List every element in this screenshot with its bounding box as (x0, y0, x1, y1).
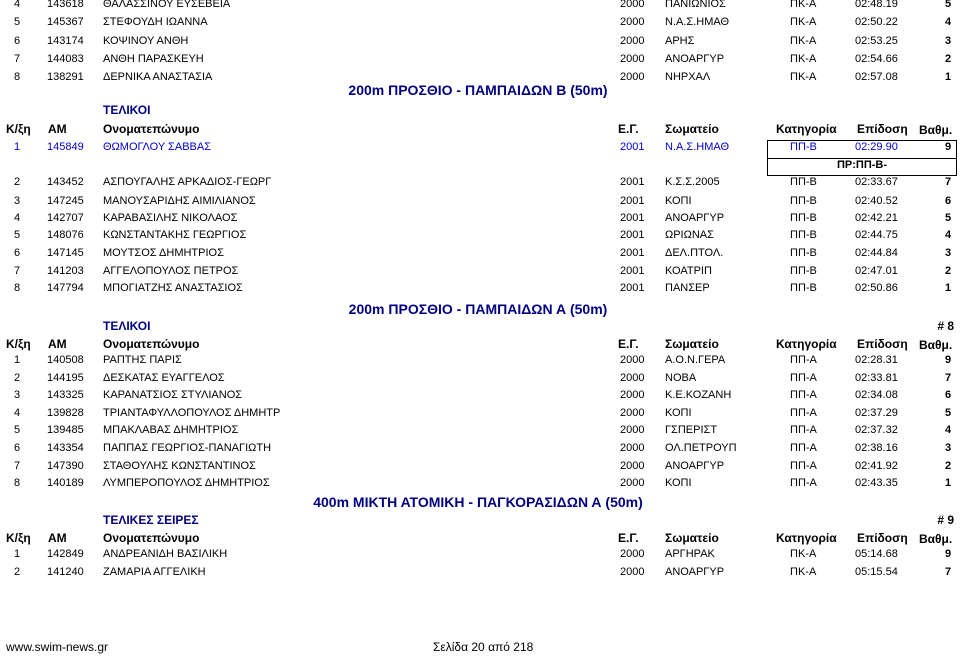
time: 02:43.35 (855, 477, 898, 490)
points: 9 (944, 354, 952, 366)
header-points: Βαθμ. (919, 532, 953, 546)
category: ΠΚ-Α (790, 566, 817, 578)
club: ΩΡΙΩΝΑΣ (665, 229, 714, 241)
athlete-id: 147794 (47, 282, 84, 294)
category: ΠΚ-Α (790, 71, 817, 84)
category: ΠΠ-Β (790, 176, 817, 188)
points: 9 (944, 141, 952, 153)
category: ΠΠ-Α (790, 477, 817, 490)
footer-page-number: Σελίδα 20 από 218 (433, 640, 534, 654)
time: 02:37.29 (855, 406, 898, 419)
athlete-name: ΣΤΑΘΟΥΛΗΣ ΚΩΝΣΤΑΝΤΙΝΟΣ (103, 459, 256, 472)
points: 7 (944, 371, 952, 384)
category: ΠΠ-Α (790, 371, 817, 384)
category: ΠΠ-Β (790, 141, 817, 153)
points: 4 (944, 16, 952, 29)
athlete-name: ΖΑΜΑΡΙΑ ΑΓΓΕΛΙΚΗ (103, 566, 206, 578)
header-time: Επίδοση (857, 531, 908, 545)
points: 5 (944, 406, 952, 419)
time: 02:50.22 (855, 16, 898, 29)
event-title-text: 200m ΠΡΟΣΘΙΟ - ΠΑΜΠΑΙΔΩΝ Α (50m) (348, 301, 608, 317)
result-row (0, 33, 960, 50)
header-name: Ονοματεπώνυμο (103, 531, 200, 545)
athlete-id: 139828 (47, 406, 84, 419)
athlete-name: ΜΑΝΟΥΣΑΡΙΔΗΣ ΑΙΜΙΛΙΑΝΟΣ (103, 195, 256, 207)
birth-year: 2000 (620, 0, 645, 10)
result-row (0, 193, 960, 210)
club: ΑΝΟΑΡΓΥΡ (665, 566, 725, 578)
athlete-id: 147245 (47, 195, 84, 207)
time: 02:54.66 (855, 52, 898, 65)
birth-year: 2000 (620, 52, 645, 65)
time: 02:47.01 (855, 265, 898, 277)
club: Ν.Α.Σ.ΗΜΑΘ (665, 16, 730, 29)
category: ΠΚ-Α (790, 16, 817, 29)
position: 1 (13, 141, 21, 153)
athlete-id: 145849 (47, 141, 84, 153)
athlete-id: 143618 (47, 0, 84, 10)
athlete-name: ΜΠΟΓΙΑΤΖΗΣ ΑΝΑΣΤΑΣΙΟΣ (103, 282, 243, 294)
points: 4 (944, 424, 952, 437)
result-row (0, 51, 960, 68)
club: ΠΑΝΙΩΝΙΟΣ (665, 0, 726, 10)
athlete-name: ΜΠΑΚΛΑΒΑΣ ΔΗΜΗΤΡΙΟΣ (103, 424, 239, 437)
athlete-id: 142707 (47, 212, 84, 224)
position: 4 (13, 212, 21, 224)
event-subtitle: ΤΕΛΙΚΕΣ ΣΕΙΡΕΣ (103, 513, 199, 527)
result-row (0, 280, 960, 297)
column-header-row (0, 121, 960, 138)
result-row (0, 387, 960, 404)
result-row (0, 263, 960, 280)
birth-year: 2000 (620, 389, 645, 402)
category: ΠΠ-Α (790, 354, 817, 366)
club: ΑΝΟΑΡΓΥΡ (665, 459, 725, 472)
athlete-name: ΘΩΜΟΓΛΟΥ ΣΑΒΒΑΣ (103, 141, 212, 153)
event-title-text: 400m ΜΙΚΤΗ ΑΤΟΜΙΚΗ - ΠΑΓΚΟΡΑΣΙΔΩΝ Α (50m) (313, 494, 643, 510)
points: 3 (944, 442, 952, 454)
result-row (0, 440, 960, 457)
athlete-id: 141203 (47, 265, 84, 277)
position: 6 (13, 247, 21, 259)
points: 4 (944, 229, 952, 241)
athlete-id: 143452 (47, 176, 84, 188)
category: ΠΠ-Β (790, 212, 817, 224)
position: 5 (13, 229, 21, 241)
position: 7 (13, 265, 21, 277)
birth-year: 2000 (620, 354, 645, 366)
points: 7 (944, 176, 952, 188)
time: 02:37.32 (855, 424, 898, 437)
points: 6 (944, 389, 952, 402)
club: ΚΟΠΙ (665, 477, 692, 490)
position: 3 (13, 389, 21, 402)
category: ΠΠ-Β (790, 265, 817, 277)
position: 7 (13, 52, 21, 65)
header-position: Κ/ξη (6, 337, 31, 351)
time: 02:38.16 (855, 442, 898, 454)
club: ΓΣΠΕΡΙΣΤ (665, 424, 718, 437)
category: ΠΠ-Α (790, 389, 817, 402)
athlete-name: ΛΥΜΠΕΡΟΠΟΥΛΟΣ ΔΗΜΗΤΡΙΟΣ (103, 477, 270, 490)
time: 02:28.31 (855, 354, 898, 366)
points: 6 (944, 195, 952, 207)
heat-number: # 9 (937, 513, 954, 527)
athlete-id: 144195 (47, 371, 84, 384)
header-club: Σωματείο (665, 531, 719, 545)
time: 05:14.68 (855, 548, 898, 560)
birth-year: 2000 (620, 459, 645, 472)
header-year: Ε.Γ. (618, 531, 639, 545)
athlete-name: ΣΤΕΦΟΥΔΗ ΙΩΑΝΝΑ (103, 16, 208, 29)
club: Α.Ο.Ν.ΓΕΡΑ (665, 354, 726, 366)
position: 1 (13, 354, 21, 366)
category: ΠΚ-Α (790, 52, 817, 65)
club: ΠΑΝΣΕΡ (665, 282, 710, 294)
event-subtitle: ΤΕΛΙΚΟΙ (103, 319, 151, 333)
result-row (0, 227, 960, 244)
result-row (0, 475, 960, 492)
result-row (0, 370, 960, 387)
column-header-row (0, 336, 960, 353)
header-category: Κατηγορία (776, 531, 837, 545)
athlete-name: ΡΑΠΤΗΣ ΠΑΡΙΣ (103, 354, 182, 366)
athlete-name: ΠΑΠΠΑΣ ΓΕΩΡΓΙΟΣ-ΠΑΝΑΓΙΩΤΗ (103, 442, 272, 454)
header-category: Κατηγορία (776, 122, 837, 136)
event-title-text: 200m ΠΡΟΣΘΙΟ - ΠΑΜΠΑΙΔΩΝ Β (50m) (348, 82, 608, 98)
time: 02:42.21 (855, 212, 898, 224)
athlete-id: 142849 (47, 548, 84, 560)
header-athlete-id: ΑΜ (48, 337, 67, 351)
birth-year: 2000 (620, 406, 645, 419)
position: 2 (13, 566, 21, 578)
position: 6 (13, 442, 21, 454)
position: 2 (13, 176, 21, 188)
category: ΠΠ-Β (790, 195, 817, 207)
birth-year: 2000 (620, 477, 645, 490)
position: 8 (13, 282, 21, 294)
position: 3 (13, 195, 21, 207)
athlete-name: ΑΣΠΟΥΓΑΛΗΣ ΑΡΚΑΔΙΟΣ-ΓΕΩΡΓ (103, 176, 272, 188)
time: 05:15.54 (855, 566, 898, 578)
athlete-id: 140189 (47, 477, 84, 490)
header-time: Επίδοση (857, 337, 908, 351)
position: 4 (13, 0, 21, 10)
time: 02:29.90 (855, 141, 898, 153)
category: ΠΠ-Α (790, 424, 817, 437)
birth-year: 2001 (620, 229, 645, 241)
header-category: Κατηγορία (776, 337, 837, 351)
header-position: Κ/ξη (6, 531, 31, 545)
birth-year: 2001 (620, 195, 645, 207)
time: 02:33.67 (855, 176, 898, 188)
category: ΠΠ-Β (790, 282, 817, 294)
points: 3 (944, 247, 952, 259)
header-club: Σωματείο (665, 122, 719, 136)
header-time: Επίδοση (857, 122, 908, 136)
category: ΠΠ-Β (790, 229, 817, 241)
athlete-name: ΚΑΡΑΒΑΣΙΛΗΣ ΝΙΚΟΛΑΟΣ (103, 212, 238, 224)
athlete-name: ΑΓΓΕΛΟΠΟΥΛΟΣ ΠΕΤΡΟΣ (103, 265, 239, 277)
club: Ν.Α.Σ.ΗΜΑΘ (665, 141, 730, 153)
birth-year: 2001 (620, 212, 645, 224)
category: ΠΠ-Β (790, 247, 817, 259)
club: ΑΡΓΗΡΑΚ (665, 548, 715, 560)
header-points: Βαθμ. (919, 123, 953, 137)
position: 8 (13, 477, 21, 490)
time: 02:44.75 (855, 229, 898, 241)
event-title (0, 300, 960, 318)
club: ΚΟΑΤΡΙΠ (665, 265, 712, 277)
result-row (0, 422, 960, 439)
athlete-id: 147145 (47, 247, 84, 259)
heat-number: # 8 (937, 319, 954, 333)
athlete-name: ΜΟΥΤΣΟΣ ΔΗΜΗΤΡΙΟΣ (103, 247, 224, 259)
birth-year: 2000 (620, 424, 645, 437)
record-label: ΠΡ:ΠΠ-Β- (836, 159, 888, 171)
result-row (0, 405, 960, 422)
result-row (0, 14, 960, 31)
birth-year: 2001 (620, 282, 645, 294)
athlete-id: 147390 (47, 459, 84, 472)
points: 5 (944, 0, 952, 10)
time: 02:57.08 (855, 71, 898, 84)
athlete-name: ΑΝΘΗ ΠΑΡΑΣΚΕΥΗ (103, 52, 204, 65)
category: ΠΚ-Α (790, 34, 817, 47)
category: ΠΠ-Α (790, 442, 817, 454)
athlete-name: ΑΝΔΡΕΑΝΙΔΗ ΒΑΣΙΛΙΚΗ (103, 548, 228, 560)
athlete-name: ΚΩΝΣΤΑΝΤΑΚΗΣ ΓΕΩΡΓΙΟΣ (103, 229, 247, 241)
birth-year: 2000 (620, 548, 645, 560)
category: ΠΚ-Α (790, 0, 817, 10)
time: 02:34.08 (855, 389, 898, 402)
time: 02:40.52 (855, 195, 898, 207)
points: 1 (944, 282, 952, 294)
position: 5 (13, 16, 21, 29)
time: 02:33.81 (855, 371, 898, 384)
athlete-id: 148076 (47, 229, 84, 241)
header-year: Ε.Γ. (618, 122, 639, 136)
athlete-name: ΔΕΣΚΑΤΑΣ ΕΥΑΓΓΕΛΟΣ (103, 371, 225, 384)
birth-year: 2001 (620, 141, 645, 153)
position: 2 (13, 371, 21, 384)
athlete-id: 141240 (47, 566, 84, 578)
result-row (0, 546, 960, 563)
club: ΝΗΡΧΑΛ (665, 71, 711, 84)
athlete-id: 140508 (47, 354, 84, 366)
result-row (0, 245, 960, 262)
position: 6 (13, 34, 21, 47)
position: 5 (13, 424, 21, 437)
category: ΠΠ-Α (790, 459, 817, 472)
birth-year: 2001 (620, 176, 645, 188)
points: 2 (944, 459, 952, 472)
birth-year: 2001 (620, 247, 645, 259)
club: ΔΕΛ.ΠΤΟΛ. (665, 247, 724, 259)
athlete-id: 143174 (47, 34, 84, 47)
athlete-name: ΔΕΡΝΙΚΑ ΑΝΑΣΤΑΣΙΑ (103, 71, 213, 84)
header-club: Σωματείο (665, 337, 719, 351)
category: ΠΠ-Α (790, 406, 817, 419)
header-position: Κ/ξη (6, 122, 31, 136)
birth-year: 2001 (620, 265, 645, 277)
points: 5 (944, 212, 952, 224)
footer-site[interactable]: www.swim-news.gr (6, 640, 109, 654)
header-athlete-id: ΑΜ (48, 531, 67, 545)
athlete-name: ΚΑΡΑΝΑΤΣΙΟΣ ΣΤΥΛΙΑΝΟΣ (103, 389, 243, 402)
time: 02:50.86 (855, 282, 898, 294)
birth-year: 2000 (620, 442, 645, 454)
points: 1 (944, 71, 952, 84)
club: ΝΟΒΑ (665, 371, 697, 384)
athlete-id: 145367 (47, 16, 84, 29)
header-name: Ονοματεπώνυμο (103, 337, 200, 351)
points: 1 (944, 477, 952, 490)
header-name: Ονοματεπώνυμο (103, 122, 200, 136)
club: ΑΡΗΣ (665, 34, 695, 47)
points: 7 (944, 566, 952, 578)
header-athlete-id: ΑΜ (48, 122, 67, 136)
club: ΚΟΠΙ (665, 195, 692, 207)
athlete-id: 138291 (47, 71, 84, 84)
position: 7 (13, 459, 21, 472)
category: ΠΚ-Α (790, 548, 817, 560)
result-row (0, 210, 960, 227)
position: 4 (13, 406, 21, 419)
birth-year: 2000 (620, 34, 645, 47)
time: 02:44.84 (855, 247, 898, 259)
points: 9 (944, 548, 952, 560)
position: 8 (13, 71, 21, 84)
header-year: Ε.Γ. (618, 337, 639, 351)
result-row (0, 352, 960, 369)
club: Κ.Σ.Σ.2005 (665, 176, 720, 188)
result-row (0, 564, 960, 581)
event-title (0, 81, 960, 99)
time: 02:53.25 (855, 34, 898, 47)
club: ΚΟΠΙ (665, 406, 692, 419)
points: 2 (944, 52, 952, 65)
points: 3 (944, 34, 952, 47)
birth-year: 2000 (620, 71, 645, 84)
result-row (0, 458, 960, 475)
birth-year: 2000 (620, 371, 645, 384)
position: 1 (13, 548, 21, 560)
athlete-name: ΘΑΛΑΣΣΙΝΟΥ ΕΥΣΕΒΕΙΑ (103, 0, 231, 10)
column-header-row (0, 530, 960, 547)
event-subtitle: ΤΕΛΙΚΟΙ (103, 103, 151, 117)
club: Κ.Ε.ΚΟΖΑΝΗ (665, 389, 732, 402)
club: ΑΝΟΑΡΓΥΡ (665, 52, 725, 65)
club: ΟΛ.ΠΕΤΡΟΥΠ (665, 442, 737, 454)
athlete-id: 139485 (47, 424, 84, 437)
athlete-name: ΚΟΨΙΝΟΥ ΑΝΘΗ (103, 34, 189, 47)
club: ΑΝΟΑΡΓΥΡ (665, 212, 725, 224)
time: 02:41.92 (855, 459, 898, 472)
athlete-id: 143325 (47, 389, 84, 402)
athlete-name: ΤΡΙΑΝΤΑΦΥΛΛΟΠΟΥΛΟΣ ΔΗΜΗΤΡ (103, 406, 281, 419)
header-points: Βαθμ. (919, 338, 953, 352)
birth-year: 2000 (620, 566, 645, 578)
athlete-id: 143354 (47, 442, 84, 454)
points: 2 (944, 265, 952, 277)
birth-year: 2000 (620, 16, 645, 29)
result-row (0, 0, 960, 13)
event-title (0, 493, 960, 511)
athlete-id: 144083 (47, 52, 84, 65)
result-row (0, 174, 960, 191)
time: 02:48.19 (855, 0, 898, 10)
